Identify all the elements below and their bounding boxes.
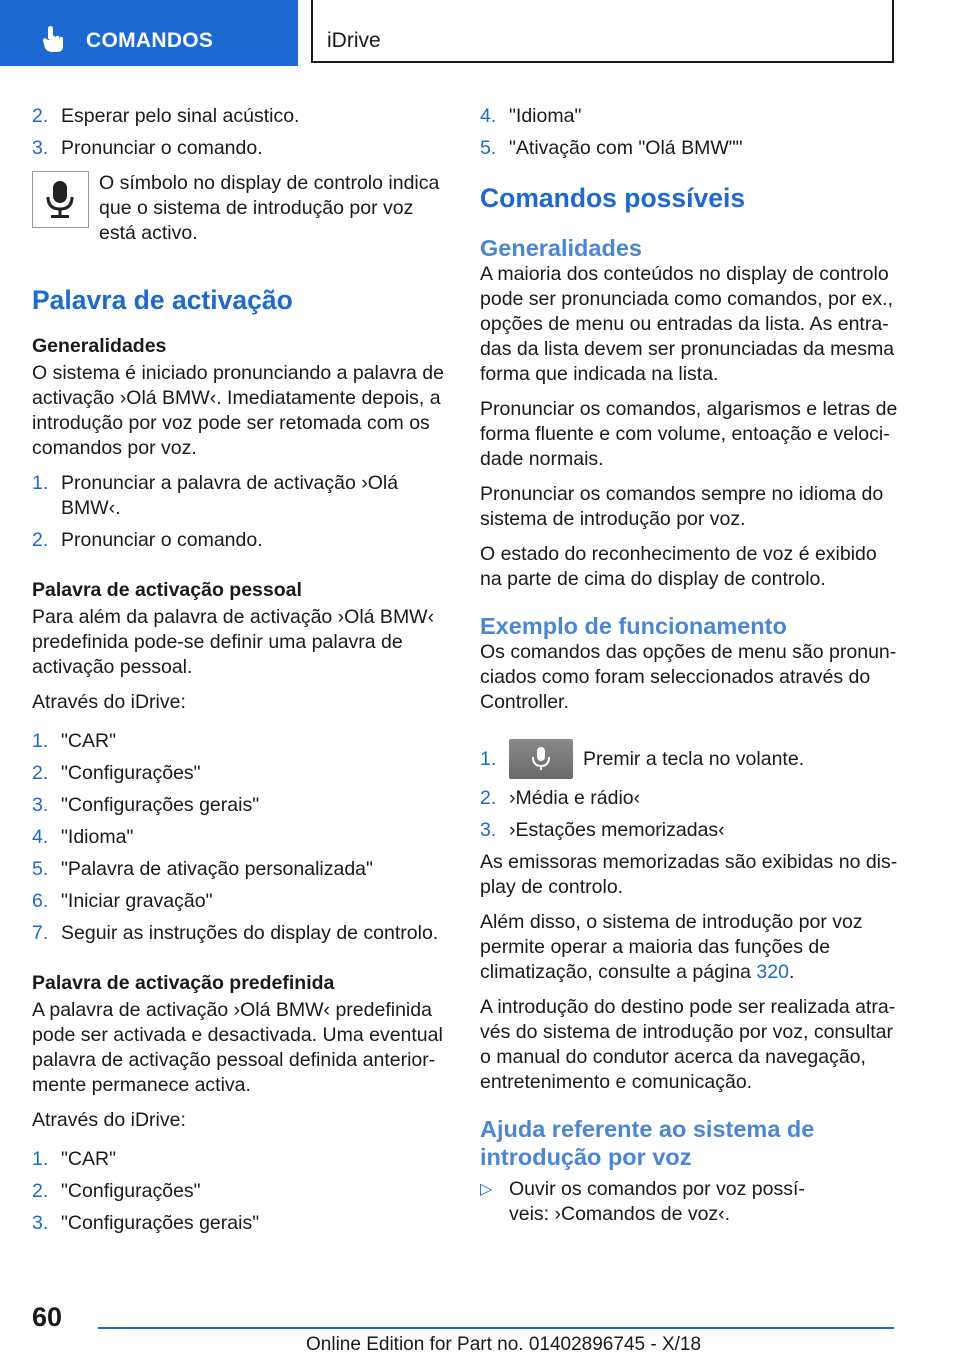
heading-palavra-activacao: Palavra de activação: [32, 285, 293, 315]
list-item: 1. Premir a tecla no volante.: [480, 739, 898, 779]
paragraph: O estado do reconhecimento de voz é exibido na parte de cima do display de controlo.: [480, 543, 877, 590]
paragraph: Através do iDrive:: [32, 691, 186, 713]
page-link[interactable]: 320: [756, 961, 789, 983]
list-item: 5. "Palavra de ativação personalizada": [32, 858, 373, 880]
list-item: 1. "CAR": [32, 1148, 117, 1170]
subheading-generalidades: Generalidades: [32, 335, 167, 357]
list-item: 7. Seguir as instruções do display de controlo.: [32, 922, 439, 944]
subsection-label: iDrive: [327, 29, 381, 52]
list-item: 5. "Ativação com "Olá BMW"": [480, 137, 743, 159]
left-column: [32, 104, 450, 1243]
paragraph: A palavra de activação ›Olá BMW‹ predefinida pode ser activada e desactivada. Uma eventual palavra de activação pessoal definida anteriormente permanece activa.: [32, 999, 443, 1096]
paragraph: Para além da palavra de activação ›Olá BMW‹ predefinida pode-se definir uma palavra de activação pessoal.: [32, 606, 435, 678]
subheading-pessoal: Palavra de activação pessoal: [32, 579, 302, 601]
subheading-predefinida: Palavra de activação predefinida: [32, 972, 335, 994]
list-item: 1. "CAR": [32, 730, 117, 752]
list-item: 3. ›Estações memorizadas‹: [480, 819, 725, 841]
list-item: 3. "Configurações gerais": [32, 1212, 260, 1234]
section-tab-label: COMANDOS: [86, 29, 214, 52]
note-box: [32, 171, 450, 246]
subsection-box: [311, 0, 894, 63]
footer-divider: [98, 1327, 894, 1329]
list-item: 2. Pronunciar o comando.: [32, 529, 263, 551]
list-item: 3. Pronunciar o comando.: [32, 137, 263, 159]
list-item: 1. Pronunciar a palavra de activação ›Olá BMW‹.: [32, 472, 399, 519]
list-item: 2. "Configurações": [32, 762, 201, 784]
paragraph: Os comandos das opções de menu são pronunciados como foram seleccionados através do Controller.: [480, 641, 897, 713]
paragraph: Além disso, o sistema de introdução por voz permite operar a maioria das funções de climatização, consulte a página 320.: [480, 911, 863, 983]
paragraph: A maioria dos conteúdos no display de controlo pode ser pronunciada como comandos, por ex., opções de menu ou entradas da lista. As entradas da lista devem ser pronunciadas da mesma forma que indicada na lista.: [480, 263, 895, 385]
paragraph: Pronunciar os comandos sempre no idioma do sistema de introdução por voz.: [480, 483, 884, 530]
list-item: 2. "Configurações": [32, 1180, 201, 1202]
paragraph: Pronunciar os comandos, algarismos e letras de forma fluente e com volume, entoação e velocidade normais.: [480, 398, 898, 470]
list-item: 4. "Idioma": [32, 826, 134, 848]
paragraph: O sistema é iniciado pronunciando a palavra de activação ›Olá BMW‹. Imediatamente depois, a introdução por voz pode ser retomada com os comandos por voz.: [32, 362, 444, 459]
page-header: [0, 0, 960, 66]
right-column: [480, 104, 898, 1227]
microphone-icon: [32, 171, 89, 228]
footer-edition: Online Edition for Part no. 01402896745 - X/18: [306, 1334, 702, 1355]
list-item: 4. "Idioma": [480, 105, 582, 127]
microphone-icon: [509, 739, 573, 779]
paragraph: A introdução do destino pode ser realizada através do sistema de introdução por voz, consultar o manual do condutor acerca da navegação, entretenimento e comunicação.: [480, 996, 896, 1093]
triangle-bullet-icon: ▷: [480, 1181, 493, 1198]
list-item: 3. "Configurações gerais": [32, 794, 260, 816]
paragraph: As emissoras memorizadas são exibidas no display de controlo.: [480, 851, 898, 898]
heading-ajuda: Ajuda referente ao sistema de introdução por voz: [480, 1116, 815, 1170]
list-item: 2. ›Média e rádio‹: [480, 787, 641, 809]
note-text: O símbolo no display de controlo indica que o sistema de introdução por voz está activo.: [99, 172, 440, 244]
section-tab: [0, 0, 298, 66]
bullet-item: ▷ Ouvir os comandos por voz possíveis: ›Comandos de voz‹.: [480, 1178, 805, 1225]
page-number: 60: [32, 1302, 63, 1332]
heading-exemplo: Exemplo de funcionamento: [480, 613, 787, 639]
list-item: 6. "Iniciar gravação": [32, 890, 213, 912]
paragraph: Através do iDrive:: [32, 1109, 186, 1131]
hand-pointer-icon: [38, 24, 68, 54]
heading-generalidades: Generalidades: [480, 235, 642, 261]
heading-comandos-possiveis: Comandos possíveis: [480, 183, 746, 213]
list-item: 2. Esperar pelo sinal acústico.: [32, 105, 300, 127]
